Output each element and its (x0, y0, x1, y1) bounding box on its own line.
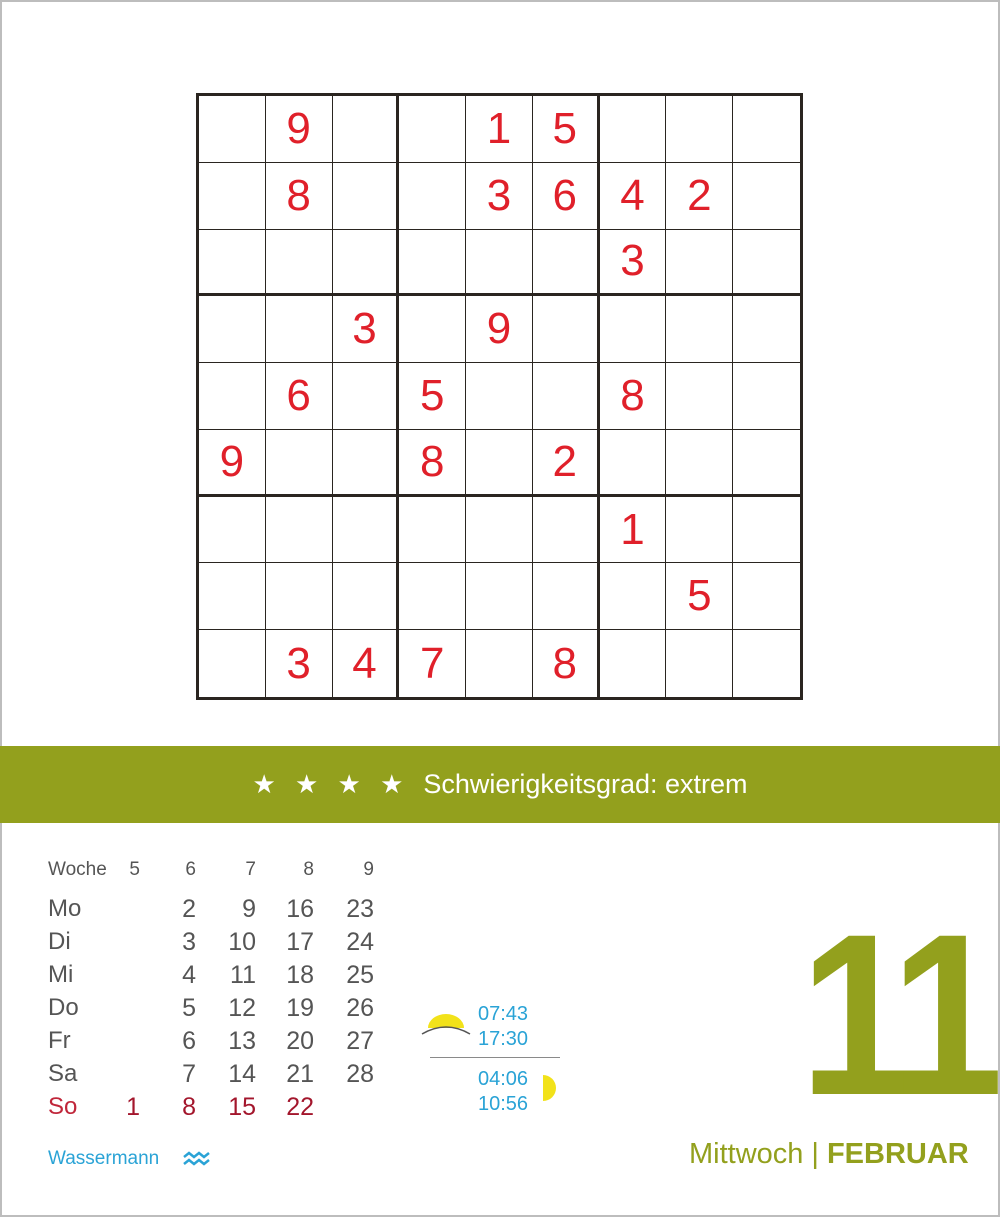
sudoku-cell[interactable] (199, 563, 266, 630)
sudoku-cell[interactable] (466, 430, 533, 497)
sudoku-cell[interactable]: 6 (266, 363, 333, 430)
sudoku-cell[interactable] (399, 96, 466, 163)
sudoku-cell[interactable] (266, 230, 333, 297)
calendar-date: 17 (286, 928, 314, 956)
calendar-date: 2 (182, 895, 196, 923)
week-number: 8 (303, 859, 314, 880)
sudoku-cell[interactable]: 9 (199, 430, 266, 497)
difficulty-stars: ★ ★ ★ ★ (252, 769, 410, 799)
sudoku-cell[interactable] (399, 163, 466, 230)
sudoku-cell[interactable] (333, 163, 400, 230)
calendar-date: 14 (228, 1060, 256, 1088)
sudoku-cell[interactable] (600, 430, 667, 497)
sudoku-cell[interactable] (199, 96, 266, 163)
week-number: 5 (129, 859, 140, 880)
calendar-date: 10 (228, 928, 256, 956)
week-number: 9 (363, 859, 374, 880)
weekday-abbrev: Sa (48, 1060, 78, 1087)
sudoku-cell[interactable] (466, 563, 533, 630)
calendar-date: 21 (286, 1060, 314, 1088)
sudoku-cell[interactable] (733, 497, 800, 564)
sudoku-cell[interactable] (466, 363, 533, 430)
sudoku-cell[interactable] (600, 296, 667, 363)
sudoku-cell[interactable]: 4 (333, 630, 400, 697)
calendar-date: 22 (286, 1093, 314, 1121)
sudoku-cell[interactable] (333, 497, 400, 564)
moonset-time: 10:56 (478, 1093, 529, 1115)
weekday-abbrev: Mi (48, 961, 74, 988)
sudoku-cell[interactable] (666, 296, 733, 363)
sudoku-cell[interactable] (333, 363, 400, 430)
zodiac-label: Wassermann (48, 1148, 160, 1169)
sudoku-cell[interactable] (533, 563, 600, 630)
sudoku-cell[interactable] (199, 630, 266, 697)
difficulty-label: Schwierigkeitsgrad: extrem (423, 769, 748, 799)
sudoku-cell[interactable]: 2 (533, 430, 600, 497)
calendar-date: 13 (228, 1027, 256, 1055)
sudoku-cell[interactable] (666, 430, 733, 497)
sudoku-cell[interactable] (466, 630, 533, 697)
sudoku-cell[interactable] (533, 296, 600, 363)
calendar-date: 24 (346, 928, 374, 956)
sudoku-cell[interactable] (333, 563, 400, 630)
calendar-date: 26 (346, 994, 374, 1022)
sudoku-cell[interactable] (733, 563, 800, 630)
sudoku-cell[interactable] (466, 230, 533, 297)
calendar-date: 27 (346, 1027, 374, 1055)
sudoku-cell[interactable] (333, 230, 400, 297)
sudoku-cell[interactable]: 8 (266, 163, 333, 230)
sudoku-grid (196, 93, 803, 700)
weekday-label: Mittwoch (689, 1138, 804, 1170)
sudoku-cell[interactable] (733, 230, 800, 297)
month-label: FEBRUAR (826, 1138, 969, 1170)
calendar-date: 16 (286, 895, 314, 923)
calendar-date: 9 (242, 895, 256, 923)
sudoku-cell[interactable] (600, 96, 667, 163)
sudoku-cell[interactable]: 2 (666, 163, 733, 230)
sudoku-cell[interactable]: 3 (266, 630, 333, 697)
week-number: 7 (245, 859, 256, 880)
sudoku-cell[interactable]: 4 (600, 163, 667, 230)
sudoku-cell[interactable]: 8 (533, 630, 600, 697)
sudoku-cell[interactable] (733, 163, 800, 230)
sudoku-cell[interactable]: 1 (466, 96, 533, 163)
calendar-date: 20 (286, 1027, 314, 1055)
sudoku-cell[interactable] (666, 96, 733, 163)
sudoku-cell[interactable]: 7 (399, 630, 466, 697)
date-caption (689, 1138, 969, 1171)
calendar-date: 25 (346, 961, 374, 989)
divider-line (430, 1057, 560, 1058)
week-number: 6 (185, 859, 196, 880)
calendar-date: 12 (228, 994, 256, 1022)
sudoku-cell[interactable] (533, 363, 600, 430)
calendar-date: 4 (182, 961, 196, 989)
sudoku-cell[interactable] (266, 296, 333, 363)
weekday-abbrev: Di (48, 928, 71, 955)
moonrise-time: 04:06 (478, 1068, 529, 1090)
aquarius-icon (183, 1151, 211, 1167)
sudoku-cell[interactable] (399, 296, 466, 363)
weekday-abbrev: Mo (48, 895, 82, 922)
sunrise-icon (420, 1010, 472, 1036)
sudoku-cell[interactable]: 3 (333, 296, 400, 363)
weekday-abbrev: Fr (48, 1027, 71, 1054)
sudoku-cell[interactable] (199, 363, 266, 430)
sudoku-cell[interactable]: 8 (399, 430, 466, 497)
calendar-date: 19 (286, 994, 314, 1022)
sudoku-cell[interactable] (666, 230, 733, 297)
sudoku-cell[interactable]: 1 (600, 497, 667, 564)
calendar-date: 11 (230, 961, 256, 989)
sudoku-cell[interactable]: 5 (399, 363, 466, 430)
moon-icon (540, 1073, 558, 1103)
sudoku-cell[interactable] (399, 230, 466, 297)
calendar-date: 8 (182, 1093, 196, 1121)
sudoku-cell[interactable] (533, 497, 600, 564)
sudoku-cell[interactable]: 3 (600, 230, 667, 297)
calendar-date: 7 (182, 1060, 196, 1088)
weekday-abbrev: So (48, 1093, 78, 1120)
sudoku-cell[interactable] (533, 230, 600, 297)
sudoku-cell[interactable] (399, 497, 466, 564)
sudoku-cell[interactable] (733, 630, 800, 697)
sudoku-cell[interactable] (199, 497, 266, 564)
sudoku-cell[interactable] (733, 296, 800, 363)
sudoku-cell[interactable]: 8 (600, 363, 667, 430)
sudoku-cell[interactable] (666, 363, 733, 430)
sudoku-cell[interactable] (199, 296, 266, 363)
sudoku-cell[interactable] (600, 563, 667, 630)
date-separator: | (811, 1138, 819, 1170)
week-label: Woche (48, 859, 107, 880)
calendar-date: 3 (182, 928, 196, 956)
day-number: 11 (800, 886, 993, 1143)
calendar-date: 15 (228, 1093, 256, 1121)
sudoku-cell[interactable] (733, 96, 800, 163)
calendar-date: 28 (346, 1060, 374, 1088)
sudoku-cell[interactable]: 9 (266, 96, 333, 163)
sudoku-cell[interactable] (666, 497, 733, 564)
sudoku-cell[interactable] (600, 630, 667, 697)
sudoku-cell[interactable] (333, 430, 400, 497)
calendar-date: 18 (286, 961, 314, 989)
sudoku-cell[interactable] (466, 497, 533, 564)
calendar-date: 23 (346, 895, 374, 923)
sudoku-cell[interactable] (266, 430, 333, 497)
sudoku-cell[interactable] (733, 363, 800, 430)
weekday-abbrev: Do (48, 994, 79, 1021)
sudoku-cell[interactable] (333, 96, 400, 163)
sudoku-cell[interactable] (199, 163, 266, 230)
sudoku-cell[interactable] (666, 630, 733, 697)
sudoku-cell[interactable]: 9 (466, 296, 533, 363)
sudoku-cell[interactable]: 5 (666, 563, 733, 630)
sudoku-cell[interactable]: 3 (466, 163, 533, 230)
sudoku-cell[interactable] (199, 230, 266, 297)
sudoku-cell[interactable]: 6 (533, 163, 600, 230)
sudoku-cell[interactable] (733, 430, 800, 497)
sunset-time: 17:30 (478, 1028, 529, 1050)
sudoku-cell[interactable]: 5 (533, 96, 600, 163)
difficulty-band (0, 746, 1000, 823)
sudoku-cell[interactable] (266, 497, 333, 564)
sudoku-cell[interactable] (266, 563, 333, 630)
sunrise-time: 07:43 (478, 1003, 529, 1025)
calendar-date: 1 (126, 1093, 140, 1121)
calendar-date: 6 (182, 1027, 196, 1055)
calendar-date: 5 (182, 994, 196, 1022)
sudoku-cell[interactable] (399, 563, 466, 630)
